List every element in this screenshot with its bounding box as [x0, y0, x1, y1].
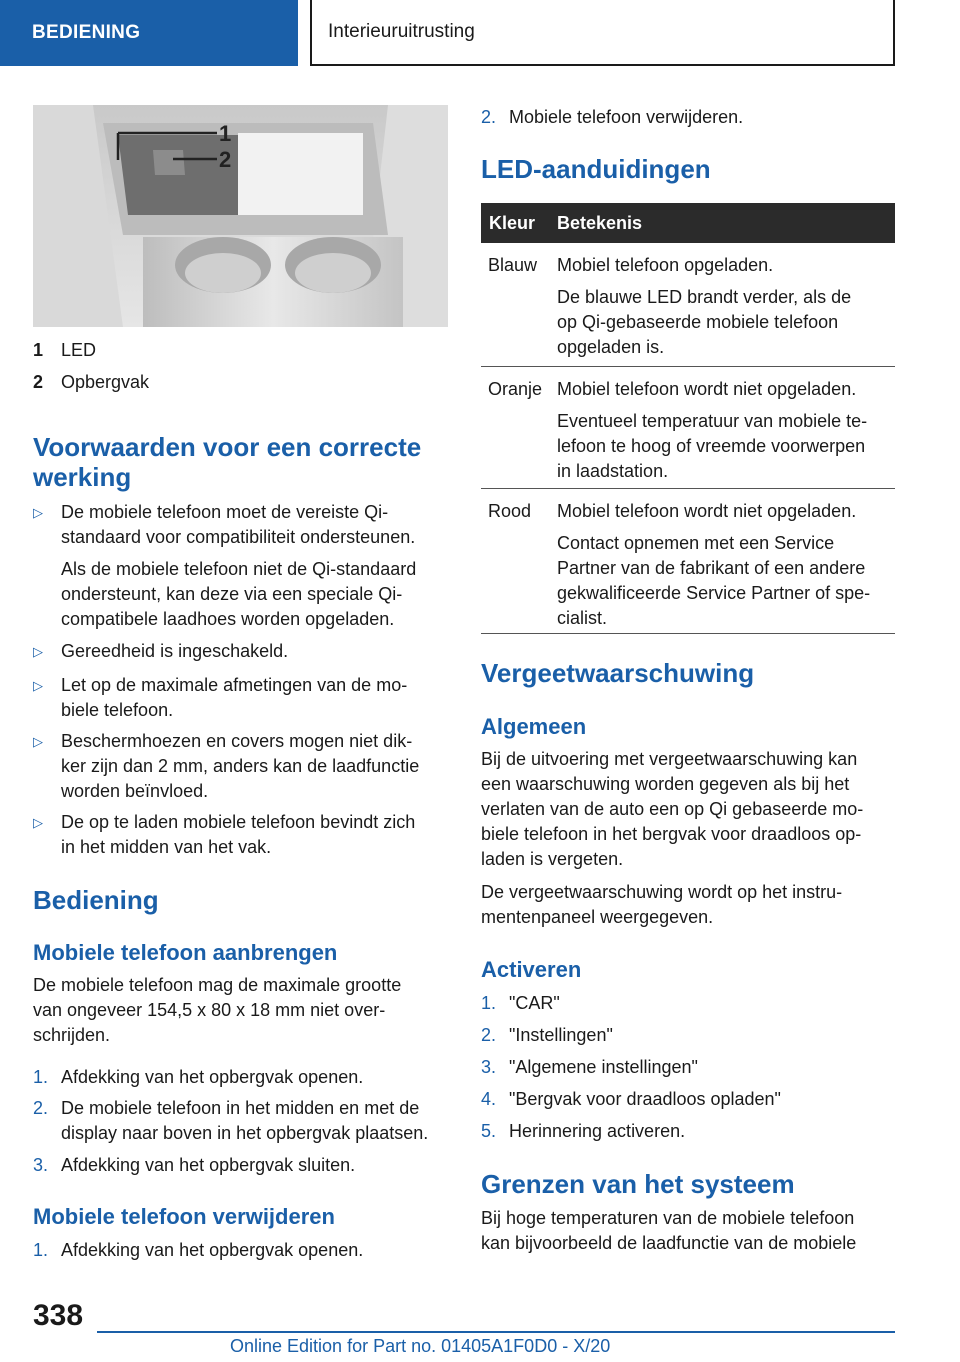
edition-link[interactable]: Online Edition for Part no. 01405A1F0D0 - X/20 — [230, 1336, 611, 1356]
paragraph: De mobiele telefoon mag de maximale grootte van ongeveer 154,5 x 80 x 18 mm niet over- schrijden. — [33, 975, 402, 1045]
subheading-activeren: Activeren — [481, 957, 582, 982]
triangle-bullet-icon: ▷ — [33, 644, 43, 659]
table-row: Blauw Mobiel telefoon opgeladen. De blauwe LED brandt verder, als de op Qi-gebaseerde mobiele telefoon opgeladen is. — [481, 243, 895, 367]
subheading-algemeen: Algemeen — [481, 714, 587, 739]
section-heading-bediening: Bediening — [33, 885, 159, 915]
section-tab: BEDIENING — [0, 0, 298, 66]
section-heading-voorwaarden: Voorwaarden voor een correcte werking — [33, 432, 422, 492]
paragraph: Bij de uitvoering met vergeetwaarschuwing kan een waarschuwing worden gegeven als bij het verlaten van de auto een op Qi gebaseerde mo- biele telefoon in het bergvak voor draadloos op- laden is vergeten. — [481, 749, 864, 869]
triangle-bullet-icon: ▷ — [33, 815, 43, 830]
page-number: 338 — [33, 1299, 84, 1332]
paragraph: Bij hoge temperaturen van de mobiele telefoon kan bijvoorbeeld de laadfunctie van de mobiele — [481, 1208, 857, 1253]
led-table — [481, 203, 895, 635]
section-heading-grenzen: Grenzen van het systeem — [481, 1169, 795, 1199]
triangle-bullet-icon: ▷ — [33, 734, 43, 749]
paragraph: De vergeetwaarschuwing wordt op het instru- mentenpaneel weergegeven. — [481, 882, 843, 927]
chapter-title: Interieuruitrusting — [310, 0, 895, 66]
callout-1: 1 — [219, 121, 232, 146]
subheading-aanbrengen: Mobiele telefoon aanbrengen — [33, 940, 338, 965]
console-photo — [33, 105, 448, 327]
section-heading-led: LED-aanduidingen — [481, 154, 711, 184]
table-header: Kleur Betekenis — [481, 203, 895, 243]
triangle-bullet-icon: ▷ — [33, 505, 43, 520]
table-row: Rood Mobiel telefoon wordt niet opgeladen. Contact opnemen met een Service Partner van de fabrikant of een andere gekwalificeerde Service Partner of spe- cialist. — [481, 489, 895, 634]
table-row: Oranje Mobiel telefoon wordt niet opgeladen. Eventueel temperatuur van mobiele te- lefoon te hoog of vreemde voorwerpen in laadstation. — [481, 367, 895, 489]
subheading-verwijderen: Mobiele telefoon verwijderen — [33, 1204, 335, 1229]
footer-divider — [97, 1331, 895, 1333]
callout-2: 2 — [219, 147, 232, 172]
section-heading-vergeet: Vergeetwaarschuwing — [481, 658, 755, 688]
triangle-bullet-icon: ▷ — [33, 678, 43, 693]
